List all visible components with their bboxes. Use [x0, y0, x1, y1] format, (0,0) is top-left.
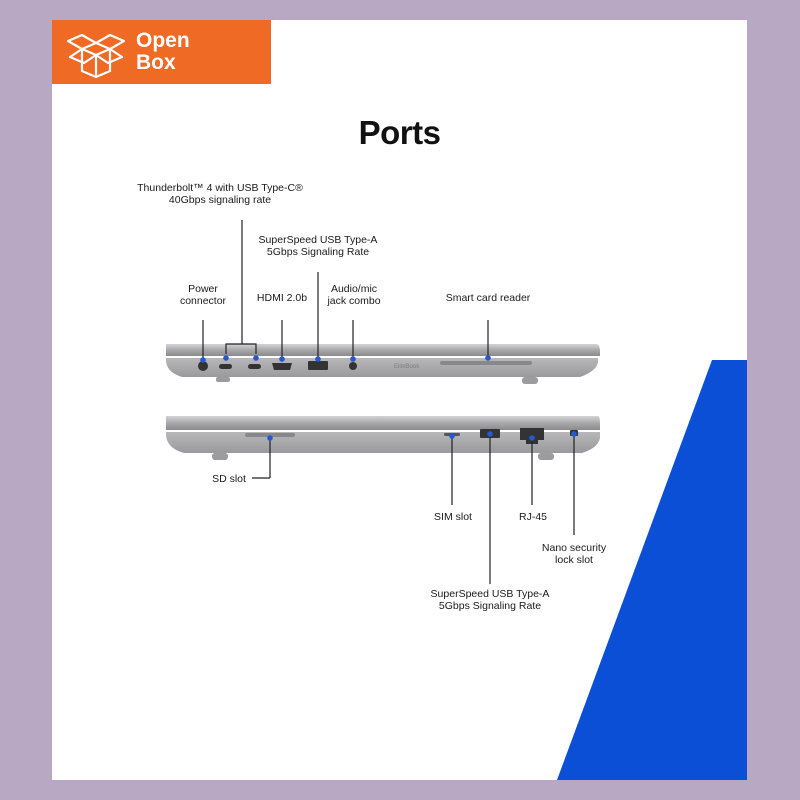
usb-a-bottom-label: SuperSpeed USB Type-A 5Gbps Signaling Rate [430, 588, 550, 612]
product-card [52, 20, 747, 780]
audio-jack-label: Audio/mic jack combo [327, 283, 381, 307]
usb-a-top-label: SuperSpeed USB Type-A 5Gbps Signaling Rate [258, 234, 378, 258]
laptop-diagram [52, 20, 747, 780]
sim-slot-label: SIM slot [434, 511, 472, 523]
rj45-label: RJ-45 [518, 511, 547, 523]
thunderbolt-label: Thunderbolt™ 4 with USB Type-C® 40Gbps signaling rate [137, 182, 303, 206]
power-connector-label: Power connector [179, 283, 227, 307]
laptop-right-side [166, 416, 600, 460]
badge-line-1: Open [136, 29, 190, 52]
hdmi-label: HDMI 2.0b [256, 292, 308, 304]
badge-line-2: Box [136, 51, 176, 74]
sd-slot-label: SD slot [212, 473, 246, 485]
nano-lock-label: Nano security lock slot [541, 542, 607, 566]
smart-card-label: Smart card reader [445, 292, 531, 304]
page-title: Ports [358, 114, 441, 151]
brand-text: EliteBook [394, 364, 420, 370]
laptop-left-side [166, 344, 600, 384]
